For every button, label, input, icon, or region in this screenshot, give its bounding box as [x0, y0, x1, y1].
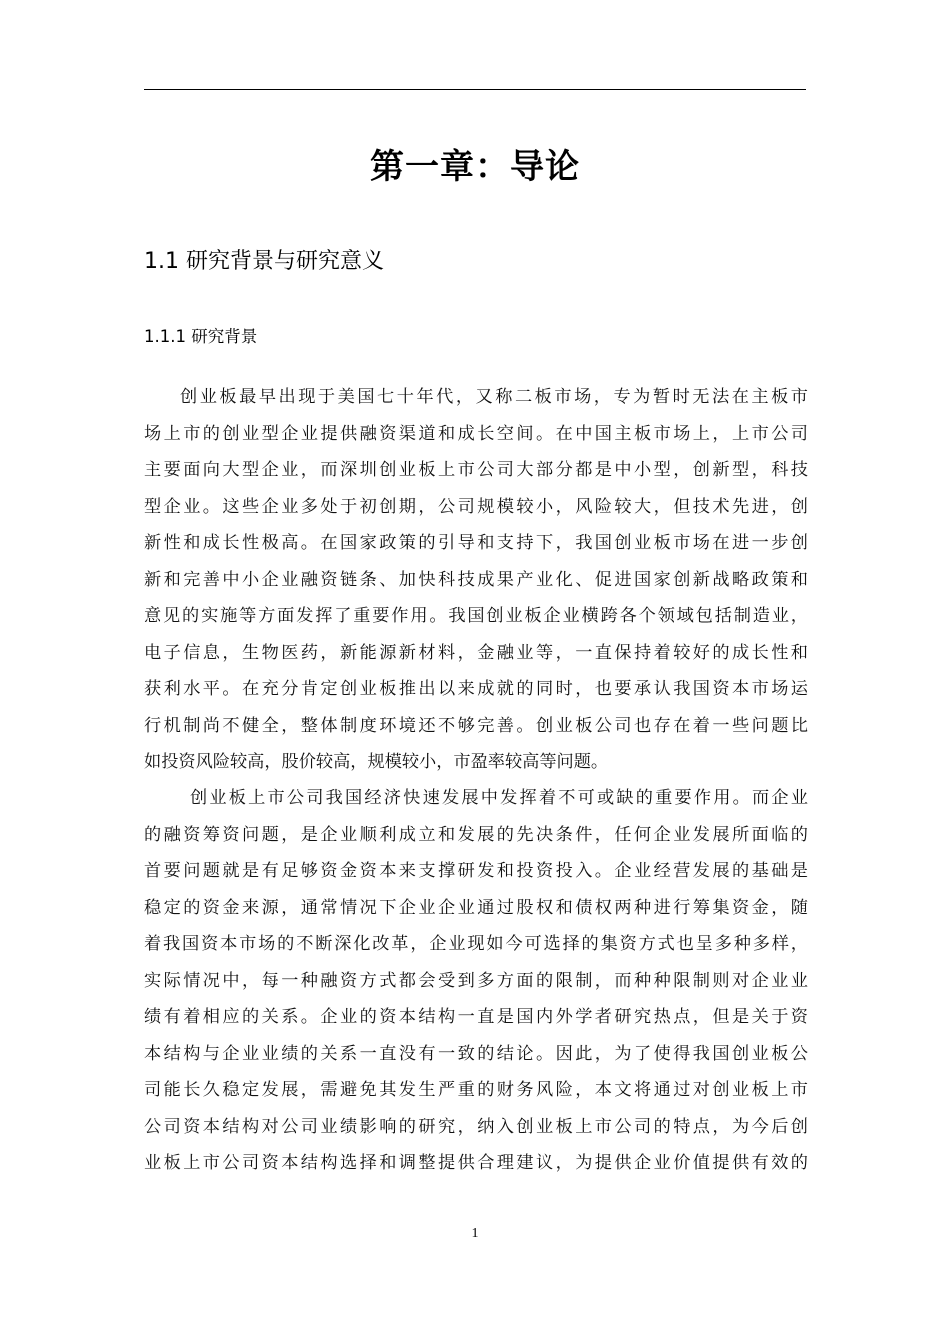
header-rule	[144, 89, 806, 90]
page-number: 1	[471, 1226, 479, 1241]
paragraph-line: 着我国资本市场的不断深化改革，企业现如今可选择的集资方式也呈多种多样，	[144, 934, 808, 954]
subsection-title: 1.1.1 研究背景	[144, 327, 258, 346]
section-title: 1.1 研究背景与研究意义	[144, 249, 384, 274]
paragraph-line: 的融资筹资问题，是企业顺利成立和发展的先决条件，任何企业发展所面临的	[144, 824, 808, 845]
paragraph-line: 本结构与企业业绩的关系一直没有一致的结论。因此，为了使得我国创业板公	[144, 1043, 808, 1064]
paragraph-line: 主要面向大型企业，而深圳创业板上市公司大部分都是中小型，创新型，科技	[144, 460, 808, 480]
chapter-title: 第一章：导论	[370, 147, 580, 187]
paragraph-line: 司能长久稳定发展，需避免其发生严重的财务风险，本文将通过对创业板上市	[144, 1080, 808, 1100]
paragraph-2	[144, 780, 808, 1182]
paragraph-line: 实际情况中，每一种融资方式都会受到多方面的限制，而种种限制则对企业业	[144, 970, 808, 991]
paragraph-line: 创业板最早出现于美国七十年代，又称二板市场，专为暂时无法在主板市	[180, 387, 808, 407]
paragraph-line: 公司资本结构对公司业绩影响的研究，纳入创业板上市公司的特点，为今后创	[144, 1116, 808, 1137]
paragraph-line: 获利水平。在充分肯定创业板推出以来成就的同时，也要承认我国资本市场运	[144, 679, 808, 699]
paragraph-1	[144, 379, 808, 781]
paragraph-line: 新性和成长性极高。在国家政策的引导和支持下，我国创业板市场在进一步创	[144, 533, 808, 553]
paragraph-line: 如投资风险较高，股价较高，规模较小，市盈率较高等问题。	[144, 752, 609, 772]
paragraph-line: 场上市的创业型企业提供融资渠道和成长空间。在中国主板市场上，上市公司	[144, 423, 808, 444]
paragraph-line: 新和完善中小企业融资链条、加快科技成果产业化、促进国家创新战略政策和	[144, 569, 808, 590]
paragraph-line: 行机制尚不健全，整体制度环境还不够完善。创业板公司也存在着一些问题比	[144, 715, 808, 736]
paragraph-line: 业板上市公司资本结构选择和调整提供合理建议，为提供企业价值提供有效的	[144, 1153, 808, 1173]
paragraph-line: 首要问题就是有足够资金资本来支撑研发和投资投入。企业经营发展的基础是	[144, 861, 808, 881]
paragraph-line: 意见的实施等方面发挥了重要作用。我国创业板企业横跨各个领域包括制造业，	[144, 606, 808, 626]
paragraph-line: 型企业。这些企业多处于初创期，公司规模较小，风险较大，但技术先进，创	[144, 496, 808, 517]
paragraph-line: 电子信息，生物医药，新能源新材料，金融业等，一直保持着较好的成长性和	[144, 642, 808, 663]
paragraph-line: 绩有着相应的关系。企业的资本结构一直是国内外学者研究热点，但是关于资	[144, 1007, 808, 1027]
paragraph-line: 创业板上市公司我国经济快速发展中发挥着不可或缺的重要作用。而企业	[190, 788, 808, 808]
paragraph-line: 稳定的资金来源，通常情况下企业企业通过股权和债权两种进行筹集资金，随	[144, 897, 808, 918]
